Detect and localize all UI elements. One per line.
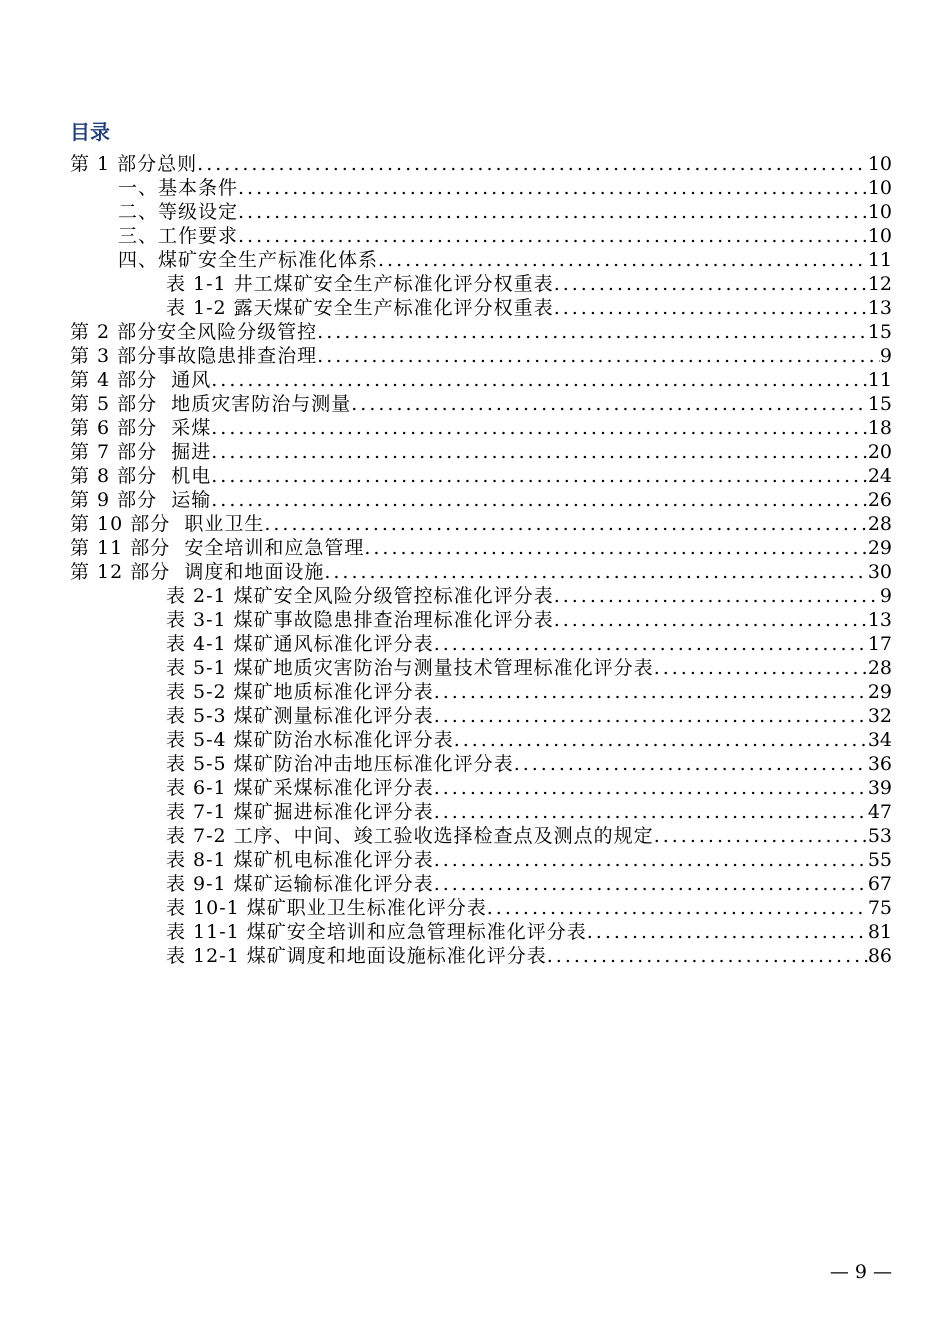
- toc-entry-page: 32: [867, 705, 892, 727]
- toc-dot-leader: [378, 248, 868, 272]
- toc-entry[interactable]: [70, 824, 892, 848]
- toc-entry[interactable]: [70, 872, 892, 896]
- toc-entry-label: 表 3-1 煤矿事故隐患排查治理标准化评分表: [166, 609, 554, 631]
- toc-dot-leader: [654, 656, 868, 680]
- toc-dot-leader: [197, 152, 868, 176]
- toc-entry[interactable]: [70, 680, 892, 704]
- toc-dot-leader: [547, 944, 868, 968]
- toc-entry-page: 55: [867, 849, 892, 871]
- toc-dot-leader: [434, 800, 868, 824]
- toc-entry[interactable]: [70, 776, 892, 800]
- toc-dot-leader: [324, 560, 867, 584]
- toc-dot-leader: [211, 488, 868, 512]
- toc-entry-page: 15: [867, 393, 892, 415]
- toc-entry-page: 11: [867, 249, 892, 271]
- toc-entry-label: 表 2-1 煤矿安全风险分级管控标准化评分表: [166, 585, 554, 607]
- toc-dot-leader: [264, 512, 867, 536]
- toc-dot-leader: [238, 224, 868, 248]
- toc-entry-label: 第 4 部分 通风: [70, 369, 212, 391]
- toc-entry-page: 86: [867, 945, 892, 967]
- toc-entry-page: 15: [867, 321, 892, 343]
- toc-entry[interactable]: [70, 896, 892, 920]
- toc-entry-label: 表 4-1 煤矿通风标准化评分表: [166, 633, 434, 655]
- toc-title: 目录: [70, 120, 110, 144]
- toc-dot-leader: [238, 176, 868, 200]
- toc-entry-page: 36: [867, 753, 892, 775]
- toc-entry-page: 10: [867, 177, 892, 199]
- toc-entry-label: 一、基本条件: [118, 177, 239, 199]
- toc-entry[interactable]: [70, 512, 892, 536]
- toc-entry[interactable]: [70, 152, 892, 176]
- toc-entry-label: 第 9 部分 运输: [70, 489, 212, 511]
- toc-entry[interactable]: [70, 224, 892, 248]
- toc-entry[interactable]: [70, 536, 892, 560]
- toc-entry[interactable]: [70, 368, 892, 392]
- toc-entry[interactable]: [70, 584, 892, 608]
- toc-dot-leader: [211, 440, 868, 464]
- toc-entry-label: 第 1 部分总则: [70, 153, 198, 175]
- toc-dot-leader: [454, 728, 868, 752]
- toc-entry-label: 第 8 部分 机电: [70, 465, 212, 487]
- toc-entry-label: 表 8-1 煤矿机电标准化评分表: [166, 849, 434, 871]
- toc-dot-leader: [238, 200, 868, 224]
- toc-entry[interactable]: [70, 560, 892, 584]
- toc-dot-leader: [487, 896, 868, 920]
- toc-entry-page: 28: [867, 513, 892, 535]
- toc-dot-leader: [364, 536, 867, 560]
- toc-entry-page: 11: [867, 369, 892, 391]
- toc-entry-page: 29: [867, 537, 892, 559]
- toc-dot-leader: [554, 608, 868, 632]
- toc-dot-leader: [654, 824, 868, 848]
- toc-dot-leader: [211, 464, 868, 488]
- toc-entry[interactable]: [70, 488, 892, 512]
- toc-dot-leader: [434, 872, 868, 896]
- toc-entry-label: 三、工作要求: [118, 225, 239, 247]
- toc-dot-leader: [434, 632, 868, 656]
- toc-dot-leader: [587, 920, 868, 944]
- toc-dot-leader: [554, 272, 868, 296]
- toc-dot-leader: [317, 320, 868, 344]
- toc-entry-label: 表 5-5 煤矿防治冲击地压标准化评分表: [166, 753, 514, 775]
- toc-dot-leader: [554, 584, 880, 608]
- toc-entry-page: 18: [867, 417, 892, 439]
- toc-entry-page: 53: [867, 825, 892, 847]
- toc-entry-label: 表 5-3 煤矿测量标准化评分表: [166, 705, 434, 727]
- toc-dot-leader: [434, 848, 868, 872]
- toc-entry[interactable]: [70, 320, 892, 344]
- toc-entry-label: 四、煤矿安全生产标准化体系: [118, 249, 379, 271]
- toc-entry[interactable]: [70, 440, 892, 464]
- toc-entry[interactable]: [70, 296, 892, 320]
- toc-entry[interactable]: [70, 800, 892, 824]
- toc-entry[interactable]: [70, 248, 892, 272]
- toc-entry[interactable]: [70, 344, 892, 368]
- toc-dot-leader: [434, 680, 868, 704]
- toc-entry-label: 表 6-1 煤矿采煤标准化评分表: [166, 777, 434, 799]
- toc-entry[interactable]: [70, 944, 892, 968]
- toc-entry-label: 表 1-2 露天煤矿安全生产标准化评分权重表: [166, 297, 554, 319]
- toc-entry-page: 28: [867, 657, 892, 679]
- toc-entry-page: 67: [867, 873, 892, 895]
- toc-dot-leader: [514, 752, 868, 776]
- toc-entry-label: 表 9-1 煤矿运输标准化评分表: [166, 873, 434, 895]
- toc-dot-leader: [434, 776, 868, 800]
- toc-entry[interactable]: [70, 704, 892, 728]
- toc-entry[interactable]: [70, 920, 892, 944]
- toc-entry-label: 二、等级设定: [118, 201, 239, 223]
- toc-entry-page: 9: [879, 345, 892, 367]
- toc-entry-label: 表 5-1 煤矿地质灾害防治与测量技术管理标准化评分表: [166, 657, 654, 679]
- toc-entry-label: 第 10 部分 职业卫生: [70, 513, 265, 535]
- toc-entry[interactable]: [70, 464, 892, 488]
- toc-entry-label: 第 5 部分 地质灾害防治与测量: [70, 393, 352, 415]
- toc-entry-page: 9: [879, 585, 892, 607]
- toc-entry[interactable]: [70, 848, 892, 872]
- toc-entry-page: 34: [867, 729, 892, 751]
- toc-dot-leader: [554, 296, 868, 320]
- toc-entry[interactable]: [70, 200, 892, 224]
- toc-entry-label: 第 7 部分 掘进: [70, 441, 212, 463]
- toc-entry-page: 10: [867, 225, 892, 247]
- toc-entry-label: 表 7-1 煤矿掘进标准化评分表: [166, 801, 434, 823]
- page-number: — 9 —: [829, 1261, 892, 1283]
- toc-entry-page: 17: [867, 633, 892, 655]
- toc-entry[interactable]: [70, 176, 892, 200]
- toc-dot-leader: [434, 704, 868, 728]
- toc-dot-leader: [211, 416, 868, 440]
- toc-entry-page: 13: [867, 297, 892, 319]
- toc-entry[interactable]: [70, 632, 892, 656]
- toc-list: [70, 152, 892, 968]
- toc-entry[interactable]: [70, 416, 892, 440]
- toc-entry-page: 10: [867, 201, 892, 223]
- toc-entry[interactable]: [70, 728, 892, 752]
- toc-dot-leader: [351, 392, 868, 416]
- toc-entry-label: 表 5-4 煤矿防治水标准化评分表: [166, 729, 454, 751]
- toc-entry-label: 第 2 部分安全风险分级管控: [70, 321, 318, 343]
- toc-entry[interactable]: [70, 392, 892, 416]
- toc-entry-page: 47: [867, 801, 892, 823]
- toc-entry-page: 12: [867, 273, 892, 295]
- toc-entry[interactable]: [70, 608, 892, 632]
- toc-entry-page: 26: [867, 489, 892, 511]
- toc-dot-leader: [211, 368, 868, 392]
- toc-entry-label: 表 1-1 井工煤矿安全生产标准化评分权重表: [166, 273, 554, 295]
- toc-entry[interactable]: [70, 752, 892, 776]
- toc-entry-label: 表 7-2 工序、中间、竣工验收选择检查点及测点的规定: [166, 825, 654, 847]
- toc-entry-page: 75: [867, 897, 892, 919]
- toc-entry-page: 24: [867, 465, 892, 487]
- toc-entry-page: 10: [867, 153, 892, 175]
- toc-entry-page: 39: [867, 777, 892, 799]
- toc-entry-page: 29: [867, 681, 892, 703]
- toc-entry-label: 第 3 部分事故隐患排查治理: [70, 345, 318, 367]
- toc-entry[interactable]: [70, 656, 892, 680]
- toc-entry-page: 30: [867, 561, 892, 583]
- toc-entry-label: 表 11-1 煤矿安全培训和应急管理标准化评分表: [166, 921, 587, 943]
- toc-dot-leader: [317, 344, 880, 368]
- toc-entry-label: 表 12-1 煤矿调度和地面设施标准化评分表: [166, 945, 547, 967]
- toc-entry-page: 81: [867, 921, 892, 943]
- toc-entry-label: 表 10-1 煤矿职业卫生标准化评分表: [166, 897, 487, 919]
- toc-entry-label: 第 6 部分 采煤: [70, 417, 212, 439]
- toc-entry-page: 13: [867, 609, 892, 631]
- toc-entry-label: 第 11 部分 安全培训和应急管理: [70, 537, 365, 559]
- toc-entry-label: 表 5-2 煤矿地质标准化评分表: [166, 681, 434, 703]
- toc-entry-label: 第 12 部分 调度和地面设施: [70, 561, 325, 583]
- toc-entry[interactable]: [70, 272, 892, 296]
- toc-entry-page: 20: [867, 441, 892, 463]
